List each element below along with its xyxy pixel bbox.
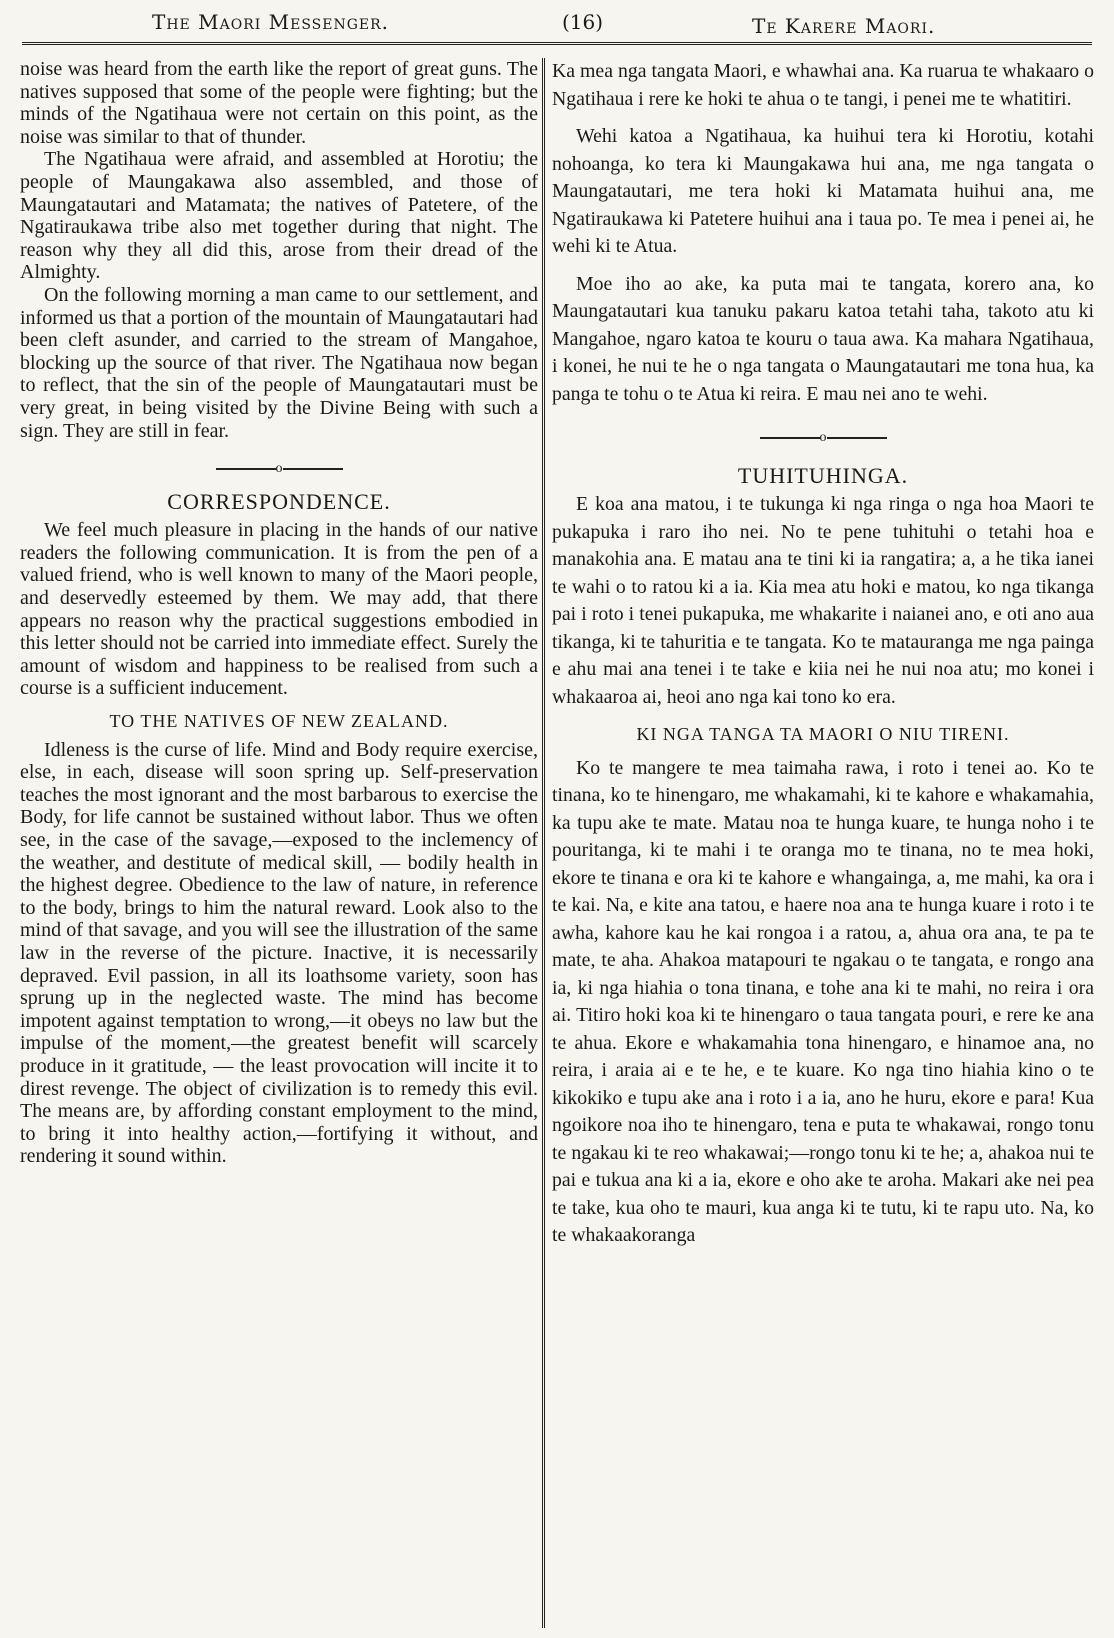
english-column: [20, 58, 538, 1628]
english-paragraph-1: noise was heard from the earth like the report of great guns. The natives supposed that some of the people were fighting; but the minds of the Ngatihaua were not certain on this point, as the noise was similar to that of thunder.: [20, 58, 538, 148]
maori-column: [552, 58, 1094, 1628]
maori-paragraph-3: Moe iho ao ake, ka puta mai te tangata, korero ana, ko Maungatautari kua tanuku pakaru katoa tetahi taha, takoto atu ki Mangahoe, ngaro katoa te kouru o taua awa. Ka mahara Ngatihaua, i konei, he nui te he o nga tangata o Maungatautari me tona hua, ka panga te tohu o te Atua ki reira. E mau nei ano te wehi.: [552, 272, 1094, 405]
english-paragraph-4: We feel much pleasure in placing in the hands of our native readers the following communication. It is from the pen of a valued friend, who is well known to many of the Maori people, and deservedly esteemed by them. We may add, that there appears no reason why the practical suggestions embodied in this letter should not be carried into immediate effect. Surely the amount of wisdom and happiness to be realised from such a course is a sufficient inducement.: [20, 519, 538, 700]
section-heading-correspondence: CORRESPONDENCE.: [167, 488, 391, 514]
letter-heading-maori: KI NGA TANGA TA MAORI O NIU TIRENI.: [636, 724, 1010, 744]
maori-paragraph-2: Wehi katoa a Ngatihaua, ka huihui tera ki Horotiu, kotahi nohoanga, ko tera ki Maungakawa hui ana, me nga tangata o Maungatautari, me tera hoki ki Matamata huihui ana, me Ngatiraukawa ki Patetere huihui ana i taua po. Te mea i penei ai, he wehi ki te Atua.: [552, 125, 1094, 257]
english-paragraph-5: Idleness is the curse of life. Mind and Body require exercise, else, in each, disease will soon spring up. Self-preservation teaches the most ignorant and the most barbarous to exercise the Body, for life cannot be sustained without labor. Thus we often see, in the case of the savage,—exposed to the inclemency of the weather, and destitute of medical skill, — bodily health in the highest degree. Obedience to the law of nature, in reference to the body, brings to him the natural reward. Look also to the mind of that savage, and you will see the illustration of the same law in the reverse of the picture. Inactive, it is necessarily depraved. Evil passion, in all its loathsome variety, soon has sprung up in the neglected waste. The mind has become impotent against temptation to wrong,—it obeys no law but the impulse of the moment,—the greatest benefit will scarcely produce in it gratitude, — the least provocation will incite it to direst revenge. The object of civilization is to remedy this evil. The means are, by affording constant employment to the mind, to bring it into healthy action,—fortifying it without, and rendering it sound within.: [20, 738, 538, 1168]
column-divider: [542, 58, 545, 1628]
masthead-maori: Te Karere Maori.: [752, 14, 936, 38]
header-rule: [22, 42, 1092, 45]
english-paragraph-2: The Ngatihaua were afraid, and assembled at Horotiu; the people of Maungakawa also assembled, and those of Maungatautari and Matamata; the natives of Patetere, of the Ngatiraukawa tribe also met together during that night. The reason why they all did this, arose from their dread of the Almighty.: [20, 148, 538, 284]
ornament-glyph: o: [819, 430, 827, 445]
maori-paragraph-1: Ka mea nga tangata Maori, e whawhai ana. Ka ruarua te whakaaro o Ngatihaua i rere ke hoki te ahua o te tangi, i penei me te whatitiri.: [552, 60, 1094, 110]
letter-heading-english: TO THE NATIVES OF NEW ZEALAND.: [109, 711, 449, 732]
masthead-english: The Maori Messenger.: [152, 10, 390, 34]
page-header: [22, 8, 1092, 42]
page-number: (16): [562, 10, 604, 34]
ornament-glyph: o: [275, 461, 283, 477]
section-ornament: [20, 458, 538, 481]
english-paragraph-3: On the following morning a man came to our settlement, and informed us that a portion of the mountain of Maungatautari had been cleft asunder, and carried to the stream of Mangahoe, blocking up the source of that river. The Ngatihaua now began to reflect, that the sin of the people of Maungatautari must be very great, in being visited by the Divine Being with such a sign. They are still in fear.: [20, 283, 538, 442]
maori-paragraph-4: E koa ana matou, i te tukunga ki nga ringa o nga hoa Maori te pukapuka i raro iho nei. No te pene tuhituhi o tetahi hoa e manakohia ana. E matau ana te tini ki ia rangatira; a, a he tika ianei te wahi o to ratou ki a ia. Kia mea atu hoki e matou, ko nga tikanga pai i roto i tenei pukapuka, me whakarite i naianei ano, e oti ano aua tikanga, ki te tahuritia e te tangata. Ko te matauranga me nga painga e ahu mai ana tenei i te take e kiia nei he nui noa atu; mo konei i whakaaroa ai, heoi ano nga kai tono ko era.: [552, 493, 1094, 708]
section-ornament: [552, 424, 1094, 452]
section-heading-tuhituhinga: TUHITUHINGA.: [737, 462, 909, 488]
maori-paragraph-5: Ko te mangere te mea taimaha rawa, i roto i tenei ao. Ko te tinana, ko te hinengaro, me whakamahi, ki te kahore e whakamahia, ka tupu ake te mate. Matau noa te hunga kuare, te hunga noho i te pouritanga, ki te mahi i te oranga mo te tinana, no te mea hoki, ekore te tinana e ora ki te kahore e whangainga, a, me mahi, ka ora i te kai. Na, e kite ana tatou, e haere noa ana te hunga kuare i roto i te awha, kahore kau he kai rongoa i a ratou, a, ahua ora ana, te pa te mate, te aha. Ahakoa matapouri te ngakau o te tangata, e rongo ana ia, ki nga hiahia o tona tinana, e tohe ana ki te mahi, no reira i ora ai. Titiro hoki koa ki te hinengaro o taua tangata pouri, e rere ke ana te ahua. Ekore e whakamahia tona hinengaro, e hinamoe ana, no reira, i araia ai e te he, e te kuare. Ko nga tino hiahia kino o te kikokiko e tupu ake ana i roto i a ia, ano he huru, ekore e para! Kua ngoikore noa iho te hinengaro, tena e puta te whakawai, rongo tonu te ngakau ki te reo whakawai;—rongo tonu ki te he; a, ahakoa nui te pai e tukua ana ki a ia, ekore e oho ake te aroha. Makari ake nei pea te take, kua oho te mauri, kua anga ki te tutu, ki te rapu uto. Na, ko te whakaakoranga: [552, 756, 1094, 1246]
